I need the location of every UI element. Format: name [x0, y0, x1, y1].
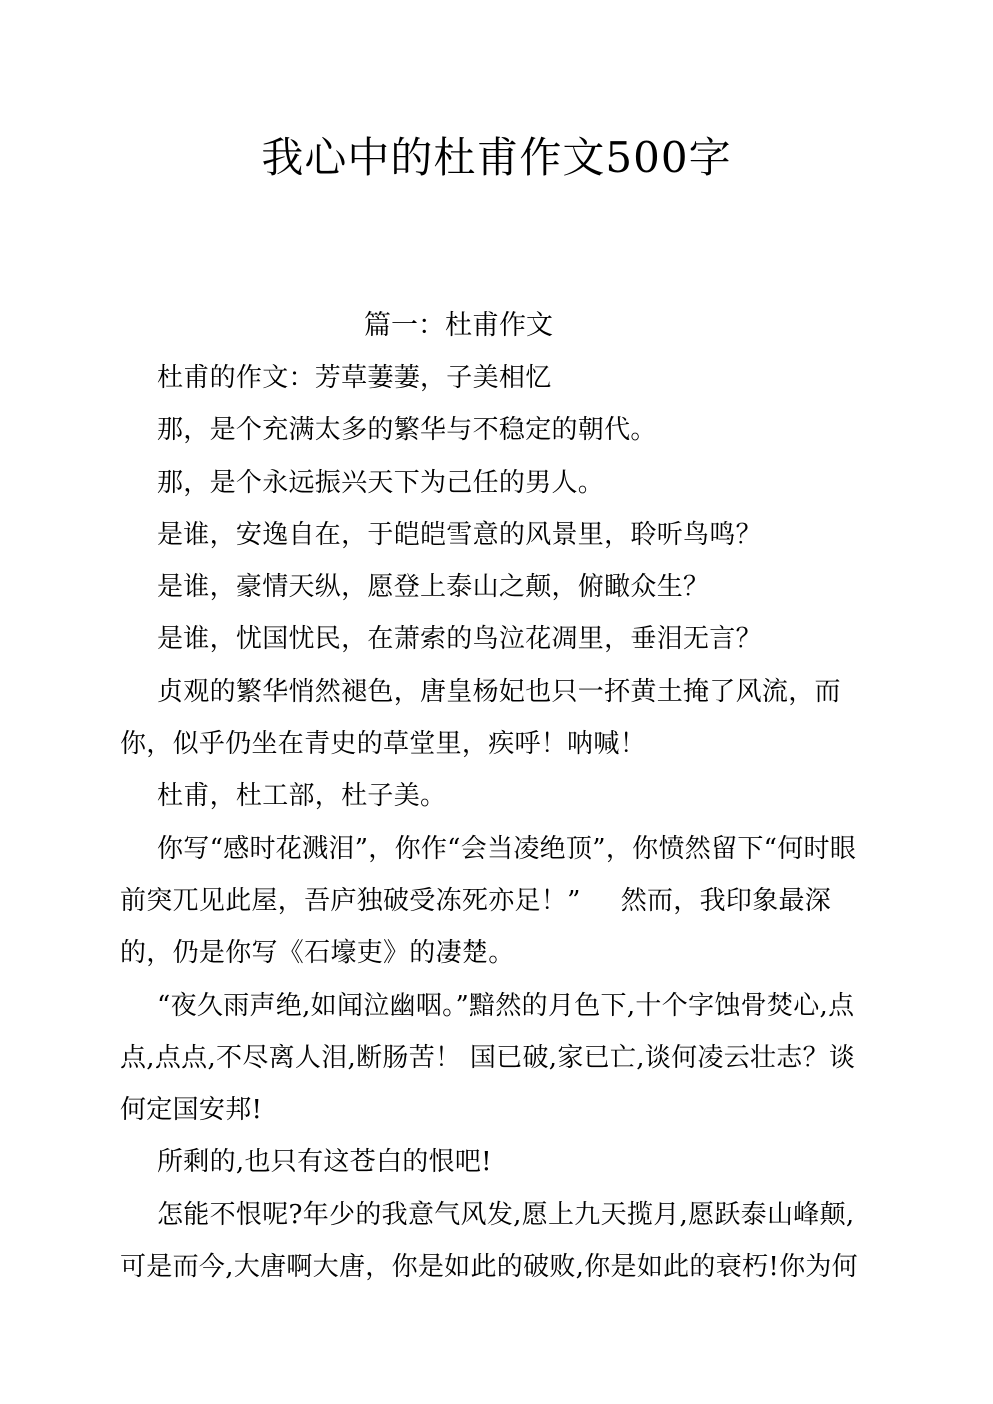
paragraph: 所剩的,也只有这苍白的恨吧!	[157, 1147, 492, 1178]
paragraph: 那，是个永远振兴天下为己任的男人。	[157, 467, 605, 498]
paragraph: 那，是个充满太多的繁华与不稳定的朝代。	[157, 415, 657, 446]
paragraph: 是谁，豪情天纵，愿登上泰山之颠，俯瞰众生？	[157, 572, 710, 603]
paragraph: 杜甫，杜工部，杜子美。	[157, 781, 447, 812]
paragraph: 贞观的繁华悄然褪色，唐皇杨妃也只一抔黄土掩了风流，而你，似乎仍坐在青史的草堂里，疾呼！呐喊！	[120, 676, 841, 760]
paragraph: “夜久雨声绝,如闻泣幽咽。”黯然的月色下,十个字蚀骨焚心,点点,点点,不尽离人泪,断肠苦！ 国已破,家已亡,谈何凌云壮志？谈何定国安邦!	[120, 990, 856, 1126]
paragraph: 怎能不恨呢?年少的我意气风发,愿上九天揽月,愿跃泰山峰颠,可是而今,大唐啊大唐，你是如此的破败,你是如此的衰朽!你为何	[120, 1199, 858, 1283]
article-body	[120, 352, 880, 1293]
paragraph: 是谁，安逸自在，于皑皑雪意的风景里，聆听鸟鸣？	[157, 519, 762, 550]
paragraph: 是谁，忧国忧民，在萧索的鸟泣花凋里，垂泪无言？	[157, 624, 762, 655]
section-heading: 篇一：杜甫作文	[364, 310, 553, 341]
paragraph: 杜甫的作文：芳草萋萋，子美相忆	[157, 363, 552, 393]
paragraph-with-continuation	[120, 823, 880, 980]
paragraph-part: 然而，我印象最深的，仍是你写《石壕吏》的凄楚。	[120, 885, 832, 969]
paragraph-part: 你写“感时花溅泪”，你作“会当凌绝顶”，你愤然留下“何时眼前突兀见此屋，吾庐独破受冻死亦足！”	[120, 833, 857, 916]
document-title: 我心中的杜甫作文500字	[261, 133, 732, 182]
